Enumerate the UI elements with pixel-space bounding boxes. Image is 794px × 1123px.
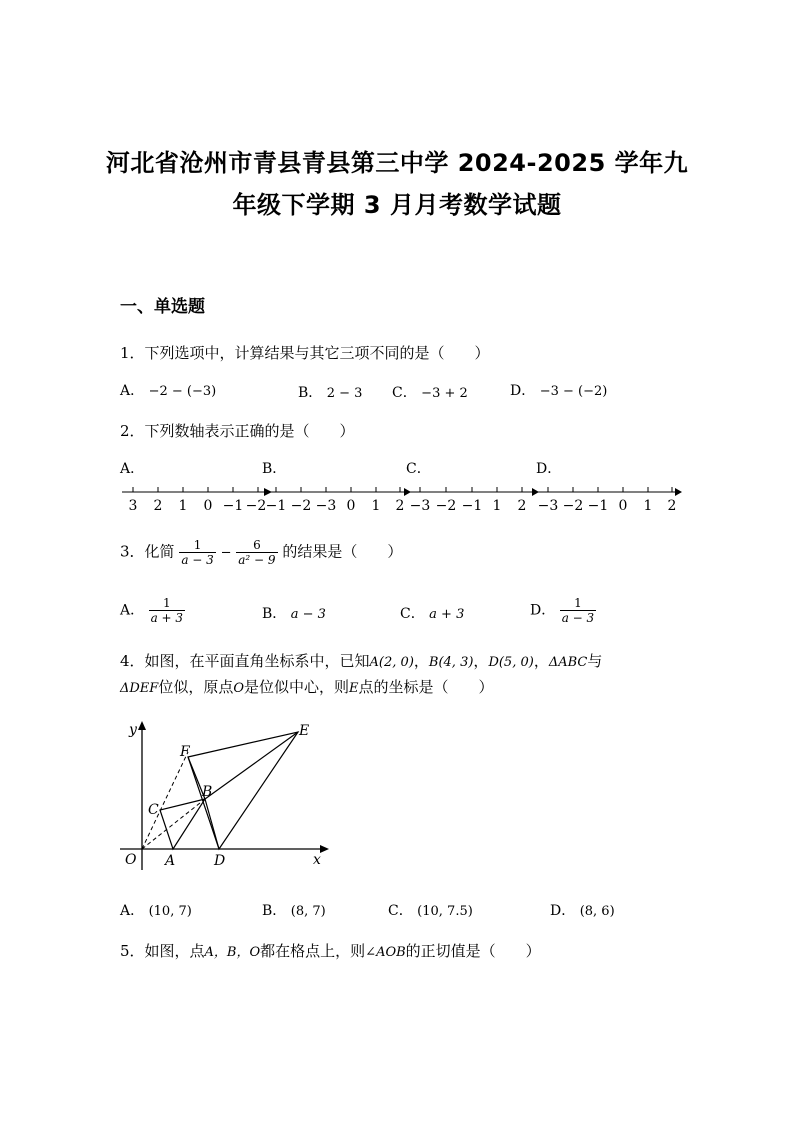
ray-o-f xyxy=(142,752,188,849)
option-value: a − 3 xyxy=(290,607,326,622)
question-2-option-c-label[interactable]: C． xyxy=(406,461,431,477)
minus-sign: − xyxy=(220,545,232,561)
fraction xyxy=(236,538,277,567)
tick-label: 0 xyxy=(203,498,213,514)
numerator: 1 xyxy=(574,596,582,610)
triangle-abc xyxy=(160,799,205,849)
question-4-option-d[interactable] xyxy=(550,900,615,920)
point-b: B(4, 3) xyxy=(428,655,474,670)
option-value: (10, 7.5) xyxy=(417,904,473,919)
tick-label: −1 xyxy=(461,498,483,514)
option-value: −3 + 2 xyxy=(421,386,468,401)
tick-label: 2 xyxy=(667,498,677,514)
fraction xyxy=(560,596,596,625)
question-3-option-c[interactable] xyxy=(400,603,464,623)
tick-label: −1 xyxy=(265,498,287,514)
question-4-figure xyxy=(112,712,342,880)
tick-label: −2 xyxy=(562,498,584,514)
tick-label: 0 xyxy=(618,498,628,514)
question-3-option-d[interactable] xyxy=(530,596,596,625)
x-axis-arrow-icon xyxy=(320,845,329,853)
question-4-option-c[interactable] xyxy=(388,900,473,920)
tick-label: 2 xyxy=(517,498,527,514)
origin-label: O xyxy=(233,681,245,696)
option-label: C． xyxy=(388,903,413,919)
question-3-stem xyxy=(120,538,402,567)
stem-text: 4．如图，在平面直角坐标系中，已知 xyxy=(120,652,370,670)
tick-label: 0 xyxy=(346,498,356,514)
page-title-line-2: 年级下学期 3 月月考数学试题 xyxy=(232,191,562,219)
option-label: A． xyxy=(120,383,145,399)
number-line-b xyxy=(264,487,411,514)
angle-label: ∠AOB xyxy=(365,945,406,960)
question-4-stem-line-2 xyxy=(120,676,494,697)
tick-label: 3 xyxy=(128,498,138,514)
tick-label: −1 xyxy=(222,498,244,514)
number-line-c xyxy=(410,487,539,514)
stem-text: 位似，原点 xyxy=(158,678,234,696)
option-value: 2 − 3 xyxy=(326,386,363,401)
option-value: −2 − (−3) xyxy=(148,384,217,399)
point-a: A(2, 0) xyxy=(369,655,414,670)
numerator: 1 xyxy=(163,596,171,610)
option-label: C． xyxy=(392,385,417,401)
question-2-stem: 2．下列数轴表示正确的是（ ） xyxy=(120,422,355,440)
tick-label: −1 xyxy=(587,498,609,514)
question-1-option-d[interactable] xyxy=(510,380,607,400)
option-value: −3 − (−2) xyxy=(539,384,608,399)
point-c-label: C xyxy=(148,802,159,818)
question-2-option-d-label[interactable]: D． xyxy=(536,461,562,477)
tick-label: 1 xyxy=(492,498,502,514)
fraction xyxy=(179,538,215,567)
separator: ， xyxy=(473,652,489,670)
option-value: a + 3 xyxy=(429,607,465,622)
question-1-option-c[interactable] xyxy=(392,382,468,402)
option-value: (10, 7) xyxy=(148,904,192,919)
question-3-option-b[interactable] xyxy=(262,603,326,623)
stem-text: 都在格点上，则 xyxy=(260,942,366,960)
option-label: B． xyxy=(298,385,323,401)
denominator: a − 3 xyxy=(181,553,214,567)
denominator: a² − 9 xyxy=(238,553,276,567)
option-label: D． xyxy=(530,602,556,619)
option-label: B． xyxy=(262,903,287,919)
stem-text: 5．如图，点 xyxy=(120,942,205,960)
question-1-option-a[interactable] xyxy=(120,380,216,400)
question-1-option-b[interactable] xyxy=(298,382,362,402)
question-4-option-b[interactable] xyxy=(262,900,326,920)
tick-label: −2 xyxy=(290,498,312,514)
points-label: A，B，O xyxy=(204,945,261,960)
point-a-label: A xyxy=(165,853,176,869)
tick-label: 2 xyxy=(395,498,405,514)
triangle-abc: ΔABC xyxy=(548,655,588,670)
option-value: (8, 7) xyxy=(290,904,326,919)
numerator: 6 xyxy=(253,538,261,552)
option-label: D． xyxy=(510,383,536,399)
numerator: 1 xyxy=(193,538,202,552)
tick-label: −3 xyxy=(315,498,337,514)
point-e-label: E xyxy=(299,723,310,739)
number-line-d xyxy=(538,487,682,514)
denominator: a + 3 xyxy=(150,611,184,625)
tick-label: −2 xyxy=(245,498,267,514)
y-axis-arrow-icon xyxy=(138,721,146,730)
point-d: D(5, 0) xyxy=(488,655,534,670)
page-title-line-1: 河北省沧州市青县青县第三中学 2024-2025 学年九 xyxy=(105,149,689,177)
separator: ， xyxy=(413,652,429,670)
tick-label: −2 xyxy=(435,498,457,514)
point-o-label: O xyxy=(125,852,137,868)
option-label: C． xyxy=(400,606,425,622)
option-label: A． xyxy=(120,903,145,919)
tick-label: 1 xyxy=(643,498,653,514)
x-axis-label: x xyxy=(313,852,321,868)
tick-label: −3 xyxy=(537,498,559,514)
stem-text: 与 xyxy=(587,652,603,670)
option-label: D． xyxy=(550,903,576,919)
option-value: (8, 6) xyxy=(579,904,615,919)
question-3-option-a[interactable] xyxy=(120,596,185,625)
denominator: a − 3 xyxy=(561,611,595,625)
number-lines xyxy=(0,480,794,520)
number-line-a xyxy=(122,487,272,514)
question-4-stem-line-1 xyxy=(120,650,602,671)
tick-label: −3 xyxy=(409,498,431,514)
stem-text: 点的坐标是（ ） xyxy=(358,678,494,696)
stem-text: 的正切值是（ ） xyxy=(405,942,541,960)
tick-label: 1 xyxy=(371,498,381,514)
question-5-stem xyxy=(120,940,541,961)
stem-text: 的结果是（ ） xyxy=(282,542,403,561)
separator: ， xyxy=(533,652,549,670)
point-d-label: D xyxy=(214,853,226,869)
stem-text: 是位似中心，则 xyxy=(244,678,350,696)
question-2-option-b-label[interactable]: B． xyxy=(262,461,287,477)
tick-label: 1 xyxy=(178,498,188,514)
question-2-option-a-label[interactable]: A． xyxy=(120,461,145,477)
option-label: B． xyxy=(262,606,287,622)
point-f-label: F xyxy=(180,744,190,760)
question-1-stem: 1．下列选项中，计算结果与其它三项不同的是（ ） xyxy=(120,344,490,362)
triangle-def: ΔDEF xyxy=(120,681,159,696)
fraction xyxy=(149,596,185,625)
point-e-label: E xyxy=(349,681,359,696)
tick-label: 2 xyxy=(153,498,163,514)
stem-text: 3．化简 xyxy=(120,542,175,561)
section-heading: 一、单选题 xyxy=(120,297,205,317)
point-b-label: B xyxy=(202,784,213,800)
segment-b-d xyxy=(205,799,219,849)
y-axis-label: y xyxy=(129,722,137,738)
question-4-option-a[interactable] xyxy=(120,900,192,920)
option-label: A． xyxy=(120,602,145,619)
